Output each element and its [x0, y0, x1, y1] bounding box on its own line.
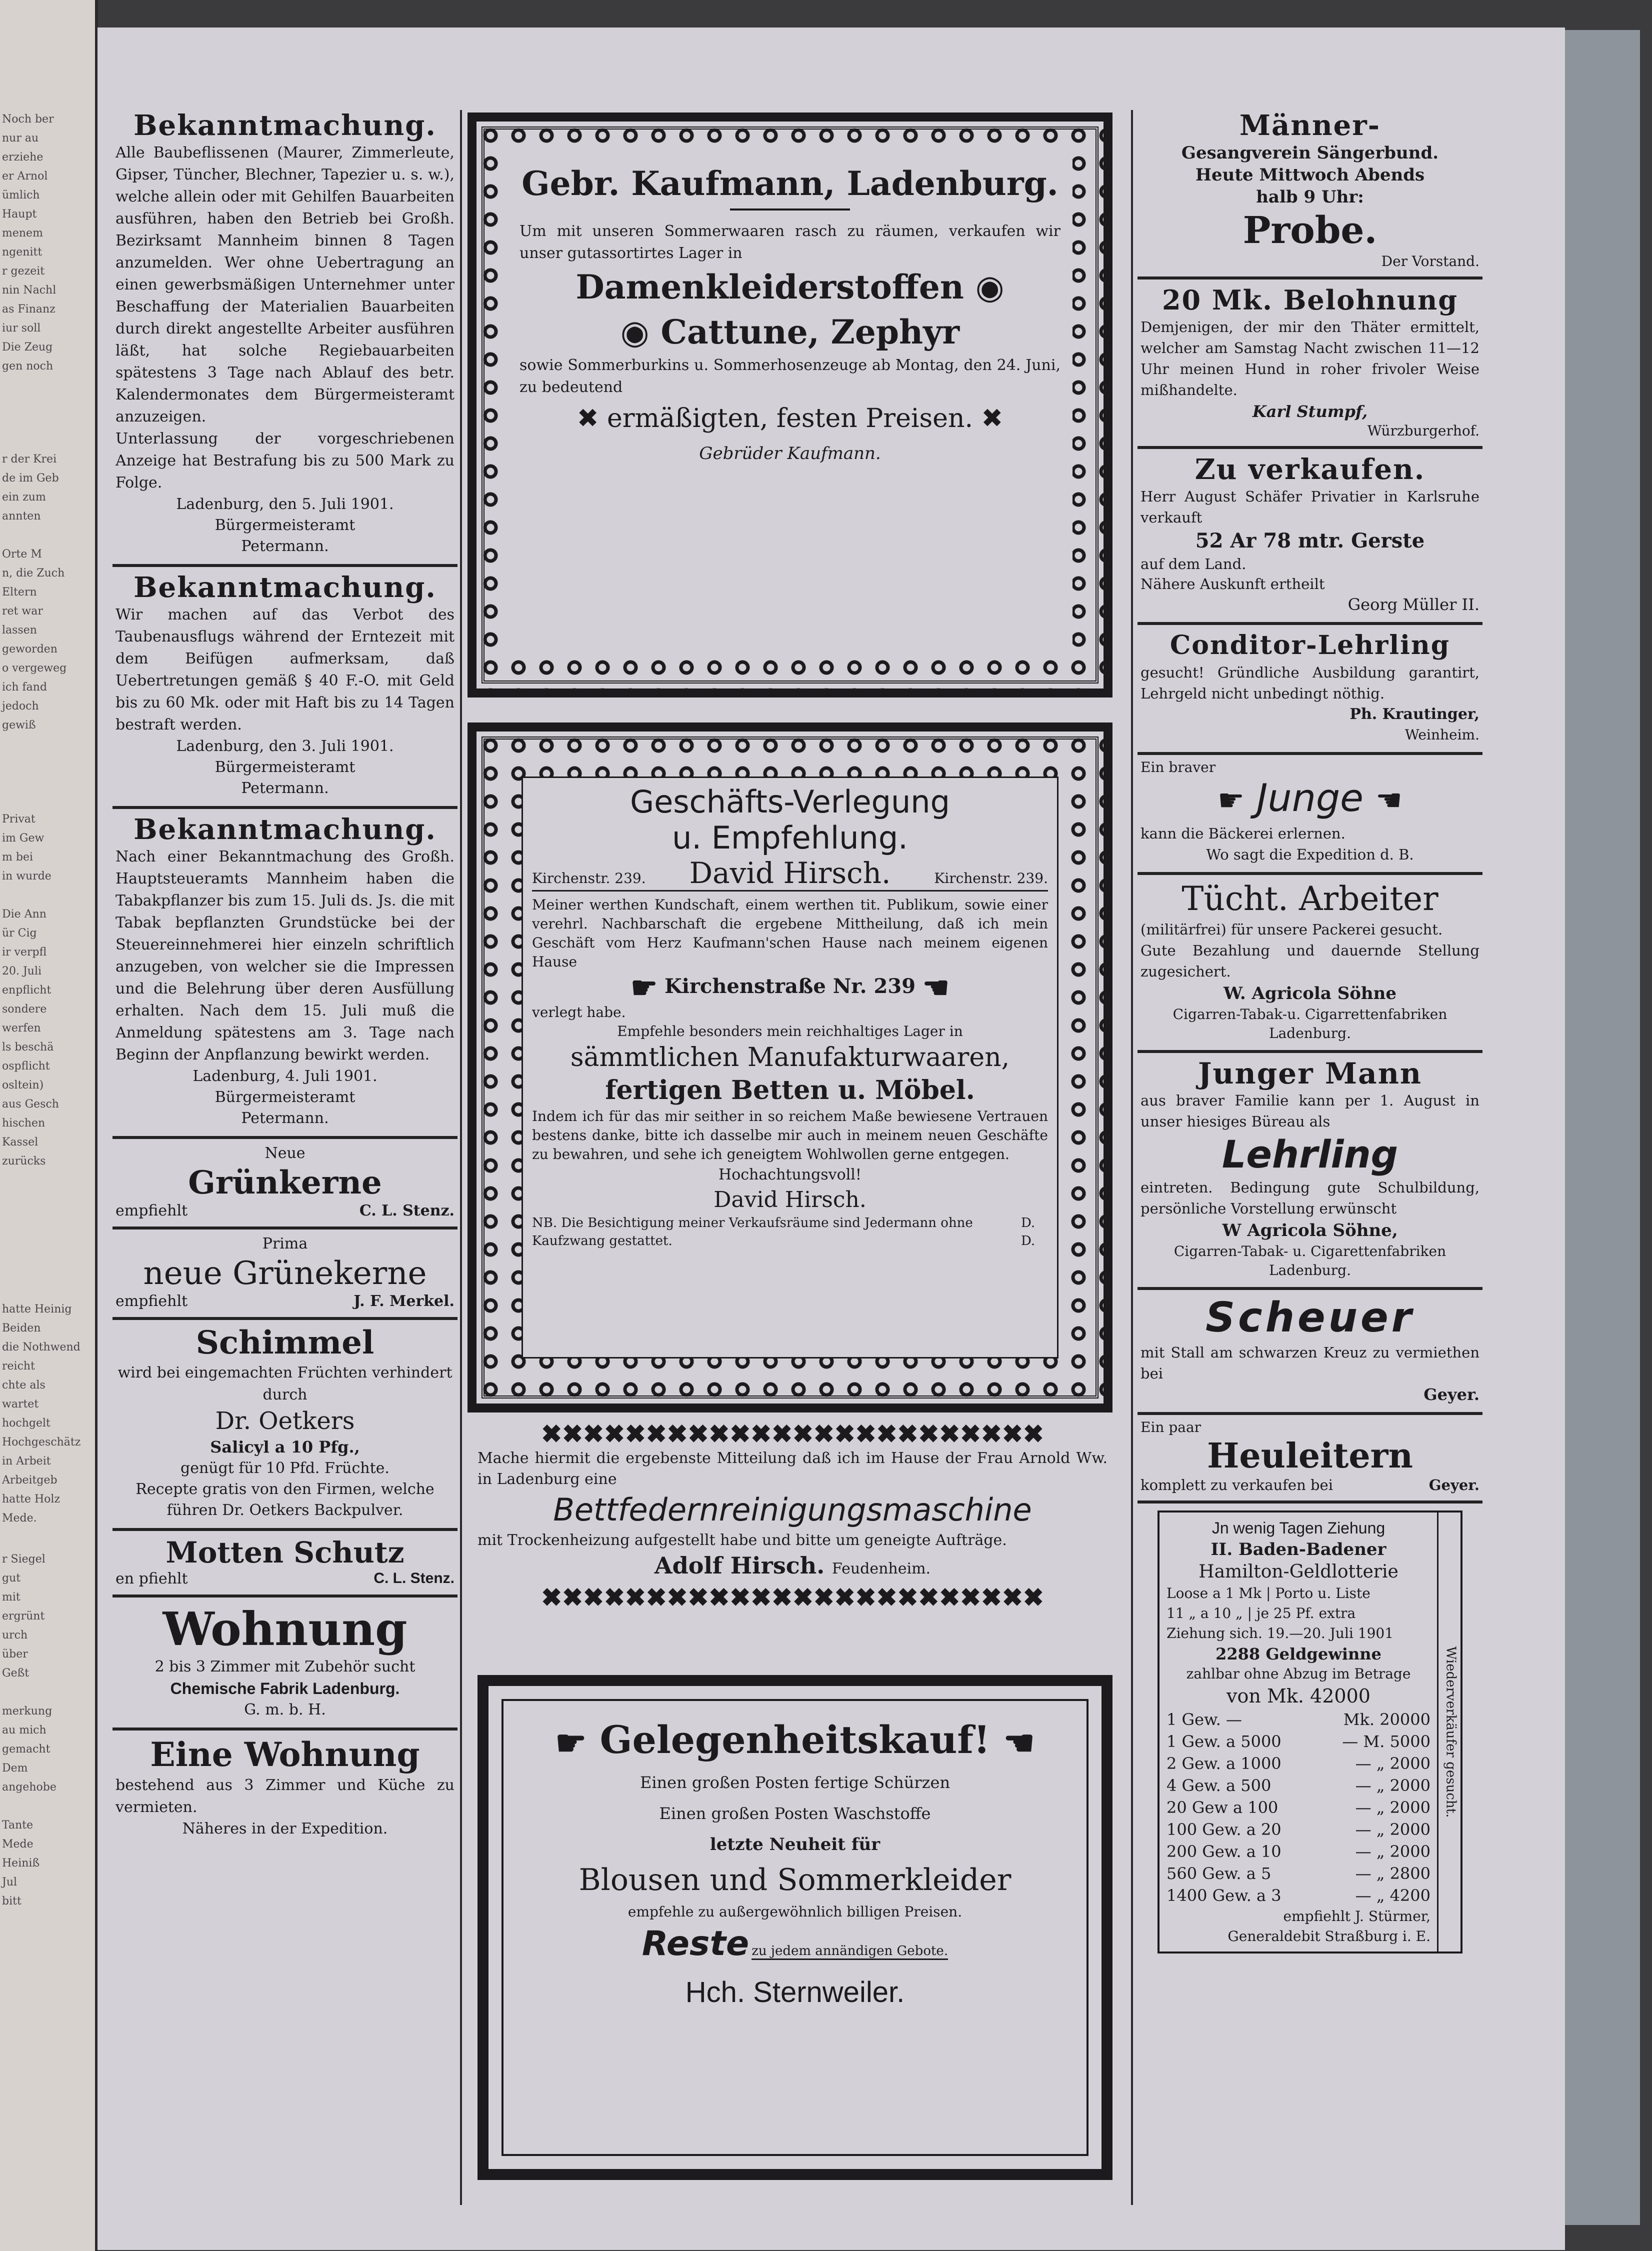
ad-signature-line	[478, 1551, 1108, 1584]
ad-footer	[116, 1202, 454, 1220]
ad-title: Eine Wohnung	[150, 1735, 420, 1774]
ad-intro: Mache hiermit die ergebenste Mitteilung daß ich im Hause der Frau Arnold Ww. in Ladenburg eine	[478, 1450, 1108, 1488]
address-right: Kirchenstr. 239.	[934, 870, 1048, 886]
ad-head: Jn wenig Tagen Ziehung	[1212, 1519, 1386, 1537]
ad-where: Wo sagt die Expedition d. B.	[1206, 846, 1414, 863]
notice-title: Bekanntmachung.	[134, 109, 436, 142]
pointing-hand-icon: ☛	[555, 1722, 587, 1764]
adjacent-page-edge: Noch ber nur au erziehe er Arnol ümlich Haupt menem ngenitt r gezeit nin Nachl as Finanz iur soll Die Zeug gen noch r der Krei de im Geb ein zum annten Orte M n, die Zuch Eltern ret war lassen geworden o vergeweg ich fand jedoch gewiß Privat im Gew m bei in wurde Die Ann ür Cig ir verpfl 20. Juli enpflicht sondere werfen ls beschä ospflicht osltein) aus Gesch hischen Kassel zurücks hatte Heinig Beiden die Nothwend reicht chte als wartet hochgelt Hochgeschätz in Arbeit Arbeitgeb hatte Holz Mede. r Siegel gut mit ergrünt urch über Geßt merkung au mich gemacht Dem angehobe Tante Mede Heiniß Jul bitt	[0, 0, 98, 2251]
ad-price: Loose a 1 Mk | Porto u. Liste	[1166, 1585, 1370, 1602]
ad-prizes: 2288 Geldgewinne	[1216, 1644, 1382, 1664]
ad-line: sowie Sommerburkins u. Sommerhosenzeuge ab Montag, den 24. Juni, zu bedeutend	[520, 356, 1060, 396]
prize-amount: Mk. 20000	[1343, 1710, 1430, 1729]
merchant-place: Feudenheim.	[832, 1560, 931, 1578]
left-column	[112, 105, 458, 2205]
ad-footer-right: C. L. Stenz.	[374, 1570, 454, 1586]
ad-street	[532, 970, 1048, 1006]
ad-body: (militärfrei) für unsere Packerei gesucht.	[1140, 921, 1443, 938]
ad-line-cattune	[520, 310, 1060, 354]
ad-event: Probe.	[1242, 209, 1378, 252]
ad-name: Geyer.	[1424, 1385, 1480, 1404]
ad-body: Demjenigen, der mir den Thäter ermittelt, welcher am Samstag Nacht zwischen 11—12 Uhr meinen Hund in roher frivoler Weise mißhandelte.	[1140, 318, 1480, 398]
prize-amount: — „ 2000	[1355, 1798, 1430, 1817]
prize-amount: — „ 4200	[1355, 1886, 1430, 1905]
ad-maennergesangverein	[1138, 105, 1482, 280]
nb-text: NB. Die Besichtigung meiner Verkaufsräume sind Jedermann ohne Kaufzwang gestattet.	[532, 1216, 973, 1248]
prize-count: 2 Gew. a 1000	[1166, 1754, 1282, 1773]
ad-subtitle: Gesangverein Sängerbund.	[1181, 143, 1439, 163]
divider	[730, 208, 850, 210]
ad-when-2: halb 9 Uhr:	[1256, 187, 1364, 207]
column-rule-left	[460, 110, 462, 2205]
ad-line-text: Cattune, Zephyr	[660, 312, 960, 352]
ad-head-2: II. Baden-Badener	[1210, 1540, 1386, 1560]
ad-draw: Ziehung sich. 19.—20. Juli 1901	[1166, 1625, 1394, 1642]
ad-body: Herr August Schäfer Privatier in Karlsruhe verkauft	[1140, 488, 1480, 526]
ad-title: Schimmel	[196, 1324, 374, 1362]
ad-line: Einen großen Posten fertige Schürzen	[640, 1773, 950, 1792]
ad-gruenkerne	[112, 1139, 458, 1230]
ad-side-text: Wiederverkäufer gesucht.	[1443, 1646, 1458, 1818]
prize-count: 1 Gew. —	[1166, 1710, 1242, 1729]
ad-info: Nähere Auskunft ertheilt	[1140, 576, 1325, 592]
ad-footer	[116, 1292, 454, 1310]
ad-title-line	[1140, 776, 1480, 823]
ad-name: W Agricola Söhne,	[1222, 1220, 1398, 1240]
merchant-name: Hch. Sternweiler.	[685, 1976, 905, 2008]
ad-intro: Um mit unseren Sommerwaaren rasch zu räumen, verkaufen wir unser gutassortirtes Lager in	[520, 222, 1060, 262]
merchant-name: Adolf Hirsch.	[654, 1552, 825, 1579]
merchant-name: David Hirsch.	[689, 856, 891, 890]
prize-row	[1166, 1796, 1430, 1818]
ad-title: Grünkerne	[188, 1164, 382, 1202]
ad-goods: sämmtlichen Manufakturwaaren,	[570, 1042, 1010, 1072]
ad-paragraph: Indem ich für das mir seither in so reichem Maße bewiesene Vertrauen bestens danke, bitte ich dasselbe mir auch in meinem neuen Geschäfte zu bewahren, und sehe ich geneigtem Wohlwollen gerne entgegen.	[532, 1108, 1048, 1162]
ad-line: verlegt habe.	[532, 1004, 626, 1020]
ad-title: Junger Mann	[1198, 1056, 1422, 1090]
prize-count: 560 Gew. a 5	[1166, 1864, 1272, 1883]
cross-icon: ✖	[981, 404, 1004, 434]
right-column	[1138, 105, 1482, 2205]
ad-pretitle: Prima	[262, 1235, 308, 1252]
ad-signature: David Hirsch.	[714, 1187, 866, 1212]
prize-amount: — „ 2800	[1355, 1864, 1430, 1883]
ad-junge	[1138, 755, 1482, 875]
ad-footer-left: en pfiehlt	[116, 1570, 188, 1588]
notice-body-2: Unterlassung der vorgeschriebenen Anzeige hat Bestrafung bis zu 500 Mark zu Folge.	[116, 430, 454, 492]
ad-footer-left: empfiehlt	[116, 1292, 188, 1310]
prize-row	[1166, 1884, 1430, 1906]
pointing-hand-icon: ☛	[630, 970, 658, 1006]
ad-line: empfehle zu außergewöhnlich billigen Preisen.	[628, 1904, 962, 1920]
ad-place: Ladenburg.	[1269, 1025, 1351, 1042]
ad-desc: Cigarren-Tabak-u. Cigarrettenfabriken	[1172, 1006, 1448, 1022]
ad-bettfedern	[478, 1420, 1108, 1612]
ad-line: Einen großen Posten Waschstoffe	[659, 1804, 931, 1823]
ad-suffix: G. m. b. H.	[244, 1701, 326, 1718]
pointing-hand-icon: ☚	[1003, 1722, 1035, 1764]
ad-hirsch-frame	[468, 722, 1112, 1412]
ad-prices-text: ermäßigten, festen Preisen.	[607, 404, 973, 434]
notice-office: Bürgermeisteramt	[214, 758, 356, 776]
ad-role: Lehrling	[1222, 1132, 1398, 1176]
prize-count: 1400 Gew. a 3	[1166, 1886, 1282, 1905]
ad-head-3: Hamilton-Geldlotterie	[1198, 1562, 1398, 1582]
prize-amount: — „ 2000	[1355, 1754, 1430, 1773]
prize-amount: — „ 2000	[1355, 1776, 1430, 1795]
ad-sternweiler	[478, 1675, 1112, 2180]
ad-line: Salicyl a 10 Pfg.,	[210, 1438, 360, 1456]
ad-zu-verkaufen	[1138, 449, 1482, 625]
ad-body: kann die Bäckerei erlernen.	[1140, 825, 1346, 842]
pointing-hand-icon: ☛	[1218, 783, 1244, 818]
notice-bauarbeiten	[112, 105, 458, 567]
ad-signature: Der Vorstand.	[1381, 253, 1480, 270]
ad-body-2: eintreten. Bedingung gute Schulbildung, persönliche Vorstellung erwünscht	[1140, 1179, 1480, 1217]
ad-footer-left: empfiehlt	[116, 1202, 188, 1220]
ad-title: Wohnung	[162, 1602, 408, 1656]
notice-date: Ladenburg, den 3. Juli 1901.	[176, 738, 394, 755]
ad-eine-wohnung	[112, 1730, 458, 1846]
prize-row	[1166, 1818, 1430, 1840]
ad-prices	[520, 398, 1060, 438]
ad-title-2: u. Empfehlung.	[672, 820, 908, 856]
ad-title: Bettfedernreinigungsmaschine	[553, 1492, 1032, 1528]
cross-icon: ✖	[576, 404, 599, 434]
ad-title: Motten Schutz	[166, 1536, 404, 1570]
ad-kaufmann-frame	[468, 112, 1112, 698]
ad-line-big: Blousen und Sommerkleider	[578, 1862, 1012, 1898]
notice-date: Ladenburg, den 5. Juli 1901.	[176, 496, 394, 513]
ad-body: 2 bis 3 Zimmer mit Zubehör sucht	[154, 1658, 416, 1676]
ad-body: mit Stall am schwarzen Kreuz zu vermiethen bei	[1140, 1344, 1480, 1382]
ad-footer	[116, 1570, 454, 1588]
ad-sternweiler-inner	[502, 1699, 1088, 2156]
ad-pretitle: Ein paar	[1140, 1419, 1202, 1436]
column-rule-right	[1131, 110, 1133, 2205]
ad-pretitle: Ein braver	[1140, 759, 1216, 776]
notice-body: Alle Baubeflissenen (Maurer, Zimmerleute, Gipser, Tüncher, Blechner, Tapezier u. s. w.), welche allein oder mit Gehilfen Bauarbeiten ausführen, haben den Betrieb bei Großh. Bezirksamt Mannheim binnen 8 Tagen anzumelden. Wer ohne Uebertragung an einen gewerbsmäßigen Unternehmer unter Beschaffung der Materialien Bauarbeiten durch direkt angestellte Arbeiter ausführen läßt, hat solche Regiebauarbeiten spätestens 3 Tage nach Ablauf des betr. Kalendermonates dem Bürgermeisteramt anzuzeigen.	[116, 144, 454, 426]
ad-regards: Hochachtungsvoll!	[718, 1166, 862, 1184]
notice-body: Nach einer Bekanntmachung des Großh. Hauptsteueramts Mannheim haben die Tabakpflanzer bis zum 15. Juli ds. Js. die mit Tabak bepflanzten Grundstücke bei der Steuereinnehmerei hier einzeln schriftlich anzugeben, von welcher sie die Impressen und die Belehrung über deren Ausfüllung erhalten. Nach dem 15. Juli muß die Anmeldung spätestens am 3. Tage nach Beginn der Anpflanzung bewirkt werden.	[116, 848, 454, 1064]
ad-when: Heute Mittwoch Abends	[1195, 165, 1425, 185]
prize-row	[1166, 1862, 1430, 1884]
ad-body: komplett zu verkaufen bei	[1140, 1476, 1333, 1494]
ad-footer-right: C. L. Stenz.	[359, 1202, 454, 1220]
ad-line: Recepte gratis von den Firmen, welche führen Dr. Oetkers Backpulver.	[136, 1480, 434, 1519]
ad-body: bestehend aus 3 Zimmer und Küche zu vermieten.	[116, 1776, 454, 1816]
ad-motten	[112, 1531, 458, 1598]
prize-amount: — M. 5000	[1342, 1732, 1430, 1751]
prize-count: 20 Gew a 100	[1166, 1798, 1278, 1817]
ad-nb	[532, 1214, 1048, 1250]
ad-line-damenkleiderstoffen	[520, 264, 1060, 310]
ad-body-2: Gute Bezahlung und dauernde Stellung zugesichert.	[1140, 942, 1480, 980]
bullet-icon: ◉	[620, 312, 650, 352]
ad-line-text: Damenkleiderstoffen	[576, 268, 964, 306]
ad-reste-line	[516, 1924, 1074, 1972]
prize-amount: — „ 2000	[1355, 1820, 1430, 1839]
ad-scheuer	[1138, 1290, 1482, 1415]
ad-name: Ph. Krautinger,	[1350, 706, 1480, 723]
notice-date: Ladenburg, 4. Juli 1901.	[192, 1068, 378, 1085]
ad-total: von Mk. 42000	[1226, 1685, 1370, 1707]
reste-word: Reste	[642, 1924, 750, 1964]
ad-line: Empfehle besonders mein reichhaltiges Lager in	[617, 1023, 963, 1040]
ad-body: gesucht! Gründliche Ausbildung garantirt, Lehrgeld nicht unbedingt nöthig.	[1140, 664, 1480, 702]
ad-title: Scheuer	[1205, 1294, 1415, 1342]
prize-row	[1166, 1708, 1430, 1730]
ad-heuleitern	[1138, 1415, 1482, 1504]
ad-title: Gelegenheitskauf!	[600, 1718, 990, 1762]
notice-signature: Petermann.	[241, 538, 329, 555]
ornament-row: ✖✖✖✖✖✖✖✖✖✖✖✖✖✖✖✖✖✖✖✖✖✖✖✖	[541, 1420, 1044, 1448]
ad-title: Heuleitern	[1207, 1436, 1413, 1476]
ad-title: Zu verkaufen.	[1194, 453, 1426, 486]
ad-arbeiter	[1138, 875, 1482, 1053]
ad-junger-mann	[1138, 1053, 1482, 1290]
ad-neue-gruenekerne	[112, 1230, 458, 1320]
ad-footer: Näheres in der Expedition.	[182, 1820, 388, 1838]
ad-hirsch	[522, 776, 1058, 1358]
ad-pretitle: Neue	[264, 1144, 306, 1162]
notice-title: Bekanntmachung.	[134, 813, 436, 846]
ad-footer-right: J. F. Merkel.	[354, 1292, 454, 1310]
ad-footer	[1140, 1476, 1480, 1494]
ad-lotterie	[1158, 1510, 1462, 1954]
ad-title: Geschäfts-Verlegung	[630, 784, 950, 820]
prize-amount: — „ 2000	[1355, 1842, 1430, 1861]
ad-payout: zahlbar ohne Abzug im Betrage	[1186, 1666, 1411, 1682]
ad-title: Junge	[1256, 776, 1364, 820]
ad-item: 52 Ar 78 mtr. Gerste	[1195, 529, 1425, 552]
prize-count: 4 Gew. a 500	[1166, 1776, 1272, 1795]
notice-tauben	[112, 567, 458, 809]
prize-row	[1166, 1730, 1430, 1752]
ad-title: Männer-	[1239, 109, 1381, 142]
binding-board	[1565, 30, 1640, 2225]
bullet-icon: ◉	[975, 268, 1004, 306]
ad-line: letzte Neuheit für	[710, 1834, 880, 1854]
ad-place: Würzburgerhof.	[1367, 422, 1480, 439]
ad-kaufmann	[508, 152, 1072, 658]
street-text: Kirchenstraße Nr. 239	[664, 974, 916, 998]
ad-price-2: 11 „ a 10 „ | je 25 Pf. extra	[1166, 1605, 1356, 1622]
notice-office: Bürgermeisteramt	[214, 516, 356, 534]
ad-goods-2: fertigen Betten u. Möbel.	[605, 1075, 975, 1106]
prize-count: 200 Gew. a 10	[1166, 1842, 1282, 1861]
ad-title: neue Grünekerne	[143, 1255, 427, 1292]
prize-row	[1166, 1752, 1430, 1774]
reste-tail: zu jedem annändigen Gebote.	[752, 1944, 948, 1960]
notice-signature: Petermann.	[241, 780, 329, 797]
ad-name: Georg Müller II.	[1348, 595, 1480, 614]
notice-office: Bürgermeisteramt	[214, 1088, 356, 1106]
ad-body: mit Trockenheizung aufgestellt habe und bitte um geneigte Aufträge.	[478, 1532, 1007, 1549]
ad-title: Tücht. Arbeiter	[1182, 880, 1438, 918]
ad-desc: Cigarren-Tabak- u. Cigarettenfabriken	[1174, 1243, 1446, 1260]
ad-body: aus braver Familie kann per 1. August in unser hiesiges Büreau als	[1140, 1092, 1480, 1130]
prize-count: 1 Gew. a 5000	[1166, 1732, 1282, 1751]
ornament-row: ✖✖✖✖✖✖✖✖✖✖✖✖✖✖✖✖✖✖✖✖✖✖✖✖	[541, 1584, 1044, 1612]
ad-footer: empfiehlt J. Stürmer,	[1283, 1908, 1430, 1924]
ad-title: 20 Mk. Belohnung	[1162, 284, 1458, 316]
ad-conditor	[1138, 625, 1482, 755]
ad-side-strip	[1437, 1512, 1462, 1952]
ad-name: Geyer.	[1428, 1476, 1480, 1494]
prize-count: 100 Gew. a 20	[1166, 1820, 1282, 1839]
ad-title-line	[516, 1716, 1074, 1767]
ad-name: W. Agricola Söhne	[1223, 984, 1396, 1004]
ad-footer-2: Generaldebit Straßburg i. E.	[1228, 1928, 1430, 1944]
nb-initials: D. D.	[1021, 1216, 1036, 1248]
ad-title: Conditor-Lehrling	[1170, 630, 1450, 660]
ad-title: Gebr. Kaufmann, Ladenburg.	[522, 164, 1058, 203]
ad-where: auf dem Land.	[1140, 556, 1246, 572]
ad-place: Weinheim.	[1404, 726, 1480, 743]
ad-signature: Gebrüder Kaufmann.	[699, 444, 881, 464]
pointing-hand-icon: ☚	[1376, 783, 1402, 818]
ad-brand: Dr. Oetkers	[215, 1407, 355, 1435]
ad-wohnung	[112, 1598, 458, 1730]
ad-place: Ladenburg.	[1269, 1262, 1351, 1278]
notice-body: Wir machen auf das Verbot des Taubenausflugs während der Erntezeit mit dem Beifügen aufmerksam, daß Uebertretungen gemäß § 40 F.-O. mit Geld bis zu 60 Mk. oder mit Haft bis zu 14 Tagen bestraft werden.	[116, 606, 454, 734]
ad-belohnung	[1138, 280, 1482, 449]
ad-line: genügt für 10 Pfd. Früchte.	[180, 1460, 390, 1477]
ad-paragraph: Meiner werthen Kundschaft, einem werthen tit. Publikum, sowie einer verehrl. Nachbarschaft die ergebene Mittheilung, daß ich mein Geschäft vom Herz Kaufmann'schen Hause nach meinem eigenen Hause	[532, 896, 1048, 970]
prize-row	[1166, 1840, 1430, 1862]
pointing-hand-icon: ☚	[922, 970, 950, 1006]
notice-tabak	[112, 809, 458, 1139]
ad-company: Chemische Fabrik Ladenburg.	[170, 1680, 400, 1698]
ad-schimmel	[112, 1320, 458, 1531]
notice-signature: Petermann.	[241, 1110, 329, 1127]
prize-table	[1166, 1708, 1430, 1906]
ad-body: wird bei eingemachten Früchten verhindert durch	[118, 1364, 452, 1404]
prize-row	[1166, 1774, 1430, 1796]
ad-name: Karl Stumpf,	[1252, 402, 1368, 421]
ad-address-line	[532, 856, 1048, 892]
address-left: Kirchenstr. 239.	[532, 870, 646, 886]
notice-title: Bekanntmachung.	[134, 571, 436, 604]
